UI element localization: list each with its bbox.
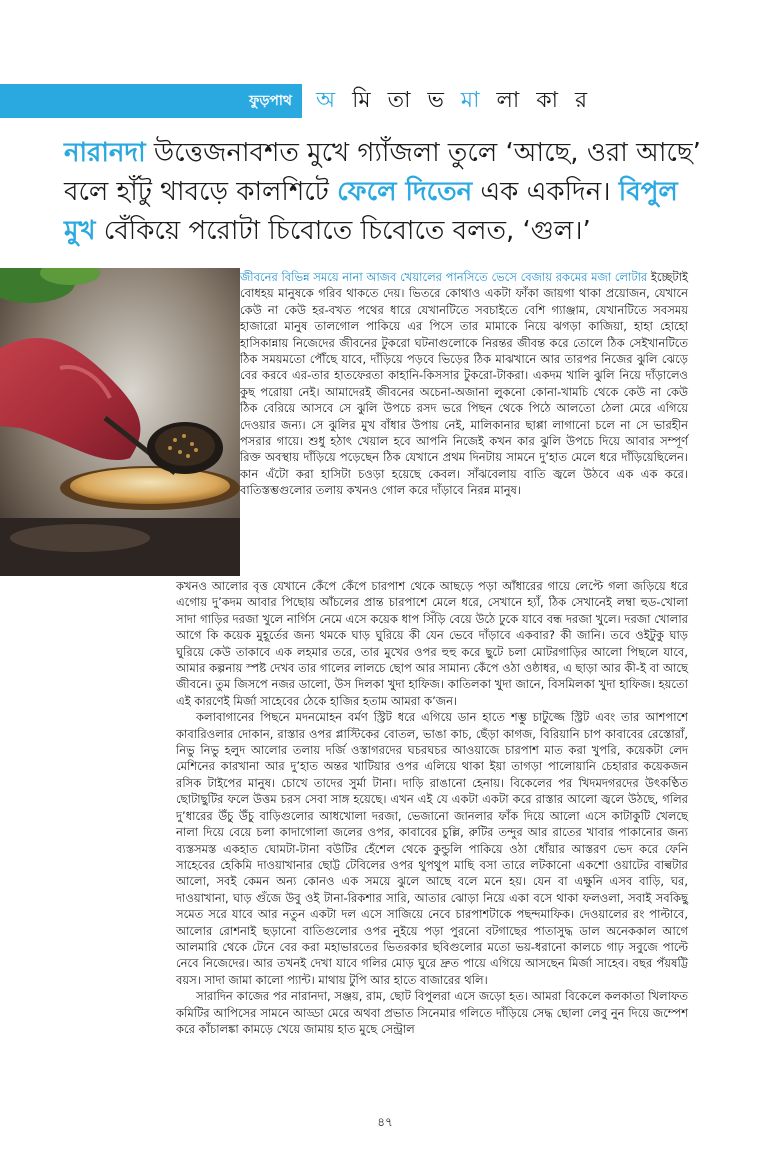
author-char: অ [316, 88, 341, 113]
lede-text: জীবনের বিভিন্ন সময়ে নানা আজব খেয়ালের পানসিতে ভেসে বেজায় রকমের মজা লোটার [240, 270, 648, 284]
author-char: মা [460, 88, 485, 113]
article-body-top [240, 269, 688, 499]
author-char: লা [496, 88, 525, 113]
author-char: ভ [427, 88, 449, 113]
page-number: ৪৭ [377, 1115, 393, 1129]
pull-quote-text: বেঁকিয়ে পরোটা চিবোতে চিবোতে বলত, ‘গুল।’ [95, 216, 591, 246]
author-char: তা [387, 88, 416, 113]
section-tag: ফুড়পাথ [0, 84, 302, 118]
pull-quote [64, 134, 714, 251]
article-body-bottom [176, 578, 688, 1037]
pull-quote-accent: ফেলে দিতেন [337, 177, 473, 207]
photo-food-ladle [0, 268, 240, 576]
author-name [316, 86, 592, 116]
pull-quote-text: এক একদিন। [472, 177, 619, 207]
pull-quote-accent: নারানদা [64, 138, 146, 168]
paragraph-text: ইচ্ছেটাই বোধহয় মানুষকে গরিব থাকতে দেয়। ভিতরে কোথাও একটা ফাঁকা জায়গা থাকা প্রয়োজন, যেখানে কেউ না কেউ হর-বখত পথের ধারে যেখানটিতে সবচাইতে বেশি গ্যাঞ্জাম, যেখানটিতে সবসময় হাজারো মানুষ তালগোল পাকিয়ে এর পিসে তার মামাকে নিয়ে ঝগড়া কাজিয়া, হাহা হোহো হাসিকান্নায় নিজেদের জীবনের টুকরো ঘটনাগুলোকে নিরন্তর জীবন্ত করে তোলে ঠিক সেইখানটিতে ঠিক সময়মতো পৌঁছে যাবে, দাঁড়িয়ে পড়বে ভিড়ের ঠিক মাঝখানে আর তারপর নিজের ঝুলি ঝেড়ে বের করবে এর-তার হাতফেরতা কাহানি-কিসসার টুকরো-টাকরা। একদম খালি ঝুলি নিয়ে দাঁড়ালেও কুছ পরোয়া নেই। আমাদেরই জীবনের অচেনা-অজানা লুকনো কোনা-খামচি থেকে কেউ না কেউ ঠিক বেরিয়ে আসবে সে ঝুলি উপচে রসদ ভরে পিছন থেকে পিঠে আলতো ঠেলা মেরে এগিয়ে দেওয়ার জন্য। সে ঝুলির মুখ বাঁধার উপায় নেই, মালিকানার ছাপ্পা লাগানো চলে না সে ভারহীন পসরার গায়ে। শুধু হঠাৎ খেয়াল হবে আপনি নিজেই কখন কার ঝুলি উপচে দিয়ে আবার সম্পূর্ণ রিক্ত অবস্থায় দাঁড়িয়ে পড়েছেন ঠিক যেখানে প্রথম দিনটায় সামনে দু’হাত মেলে ধরে দাঁড়িয়েছিলেন। কান এঁটো করা হাসিটা চওড়া হয়েছে কেবল। সাঁঝবেলায় বাতি জ্বলে উঠবে এক এক করে। বাতিস্তম্ভগুলোর তলায় কখনও গোল করে দাঁড়াবে নিরন্ন মানুষ। [240, 270, 688, 498]
page-header [0, 84, 770, 118]
paragraph: সারাদিন কাজের পর নারানদা, সঞ্জয়, রাম, ছোট বিপুলরা এসে জড়ো হত। আমরা বিকেলে কলকাতা খিলাফত কমিটির আপিসের সামনে আড্ডা মেরে অথবা প্রভাত সিনেমার গলিতে দাঁড়িয়ে সেদ্ধ ছোলা লেবু নুন দিয়ে জম্পেশ করে কাঁচালঙ্কা কামড়ে খেয়ে জামায় হাত মুছে সেন্ট্রাল [176, 989, 688, 1036]
paragraph: কলাবাগানের পিছনে মদনমোহন বর্মণ স্ট্রিট ধরে এগিয়ে ডান হাতে শম্ভু চাটুজ্জে স্ট্রিট এবং তার আশপাশে কাবারিওলার দোকান, রাস্তার ওপর প্লাস্টিকের বোতল, ভাঙা কাচ, ছেঁড়া কাগজ, বিরিয়ানি চাপ কাবাবের রেস্তোরাঁ, নিভু নিভু হলুদ আলোর তলায় দর্জি ওস্তাগরদের ঘচরঘচর আওয়াজে চারপাশ মাত করা খুপরি, কয়েকটা লেদ মেশিনের কারখানা আর দু’হাত অন্তর খাটিয়ার ওপর এলিয়ে থাকা ইয়া তাগড়া পালোয়ানি চেহারার কয়েকজন রসিক টাইপের মানুষ। চোখে তাদের সুর্মা টানা। দাড়ি রাঙানো হেনায়। বিকেলের পর খিদমদগরদের উৎকণ্ঠিত ছোটাছুটির ফলে উত্তম চরস সেবা সাঙ্গ হয়েছে। এখন এই যে একটা একটা করে রাস্তার আলো জ্বলে উঠছে, গলির দু’ধারের উঁচু উঁচু বাড়িগুলোর আধখোলা দরজা, ভেজানো জানলার ফাঁক দিয়ে আলো এসে কাটাকুটি খেলছে নালা দিয়ে বেয়ে চলা কাদাগোলা জলের ওপর, কাবাবের চুল্লি, রুটির তন্দুর আর রাতের খাবার পাকানোর জন্য ব্যস্তসমস্ত একহাত ঘোমটা-টানা বউটির হেঁশেল থেকে কুন্ডুলি পাকিয়ে ওঠা ধোঁয়ার আস্তরণ ভেদ করে ফেনি সাহেবের হেকিমি দাওয়াখানার ছোট্ট টেবিলের ওপর থুপথুপ মাছি বসা তারে লটকানো একশো ওয়াটের বাল্বটার আলো, সবই কেমন অন্য কোনও এক সময়ে ঝুলে আছে বলে মনে হয়। যেন বা এক্ষুনি এসব বাড়ি, ঘর, দাওয়াখানা, ঘাড় গুঁজে উবু ওই টানা-রিকশার সারি, আতার ঝোড়া নিয়ে একা বসে থাকা ফলওলা, সবাই সবকিছু সমেত সরে যাবে আর নতুন একটা দল এসে সাজিয়ে নেবে চারপাশটাকে পছন্দমাফিক। দেওয়ালের রং পাল্টাবে, আলোর রোশনাই ছড়ানো বাতিগুলোর ওপর নুইয়ে পড়া পুরনো বটগাছের পাতাসুদ্ধ ডাল অনেককাল আগে আলমারি থেকে টেনে বের করা মহাভারতের ভিতরকার ছবিগুলোর মতো ভয়-ধরানো কালচে গাঢ় সবুজে পাল্টে নেবে নিজেদের। আর তখনই দেখা যাবে গলির মোড় ঘুরে দ্রুত পায়ে এগিয়ে আসছেন মির্জা সাহেব। বছর পঁয়ষট্টি বয়স। সাদা জামা কালো প্যান্ট। মাথায় টুপি আর হাতে বাজারের থলি। [176, 710, 688, 987]
pull-quote-accent: বিপুল মুখ [64, 177, 678, 246]
photo-illustration [0, 268, 240, 576]
author-char: মি [352, 88, 376, 113]
author-char: র [575, 88, 593, 113]
pull-quote-text: উত্তেজনাবশত মুখে গ্যাঁজলা তুলে ‘আছে, ওরা আছে’ বলে হাঁটু থাবড়ে কালশিটে [64, 138, 701, 207]
paragraph [240, 269, 688, 499]
author-char: কা [536, 88, 564, 113]
paragraph: কখনও আলোর বৃত্ত যেখানে কেঁপে কেঁপে চারপাশ থেকে আছড়ে পড়া আঁধারের গায়ে লেপ্টে গলা জড়িয়ে ধরে এগোয় দু’কদম আবার পিছোয় আঁচলের প্রান্ত চারপাশে মেলে ধরে, সেখানে হ্যাঁ, ঠিক সেখানেই লম্বা হুড-খোলা সাদা গাড়ির দরজা খুলে নার্গিস নেমে এসে কয়েক ধাপ সিঁড়ি বেয়ে উঠে ঢুকে যাবে বন্ধ দরজা খুলে। দরজা খোলার আগে কি কয়েক মুহূর্তের জন্য থমকে ঘাড় ঘুরিয়ে কী যেন ভেবে দাঁড়াবে একবার? কী জানি। তবে ওইটুকু ঘাড় ঘুরিয়ে কেউ তাকাবে এক লহমার তরে, তার মুখের ওপর হুহু করে ছুটে চলা মোটরগাড়ির আলো পিছলে যাবে, আমার কল্পনায় স্পষ্ট দেখব তার গালের লালচে ছোপ আর সামান্য কেঁপে ওঠা ওষ্ঠাধর, এ ছাড়া আর কী-ই বা আছে জীবনে। তুম জিসপে নজর ডালো, উস দিলকা খুদা হাফিজ। কাতিলকা খুদা জানে, বিসমিলকা খুদা হাফিজ। হয়তো এই কারণেই মির্জা সাহেবের ঠেকে হাজির হতাম আমরা ক’জন। [176, 579, 688, 708]
